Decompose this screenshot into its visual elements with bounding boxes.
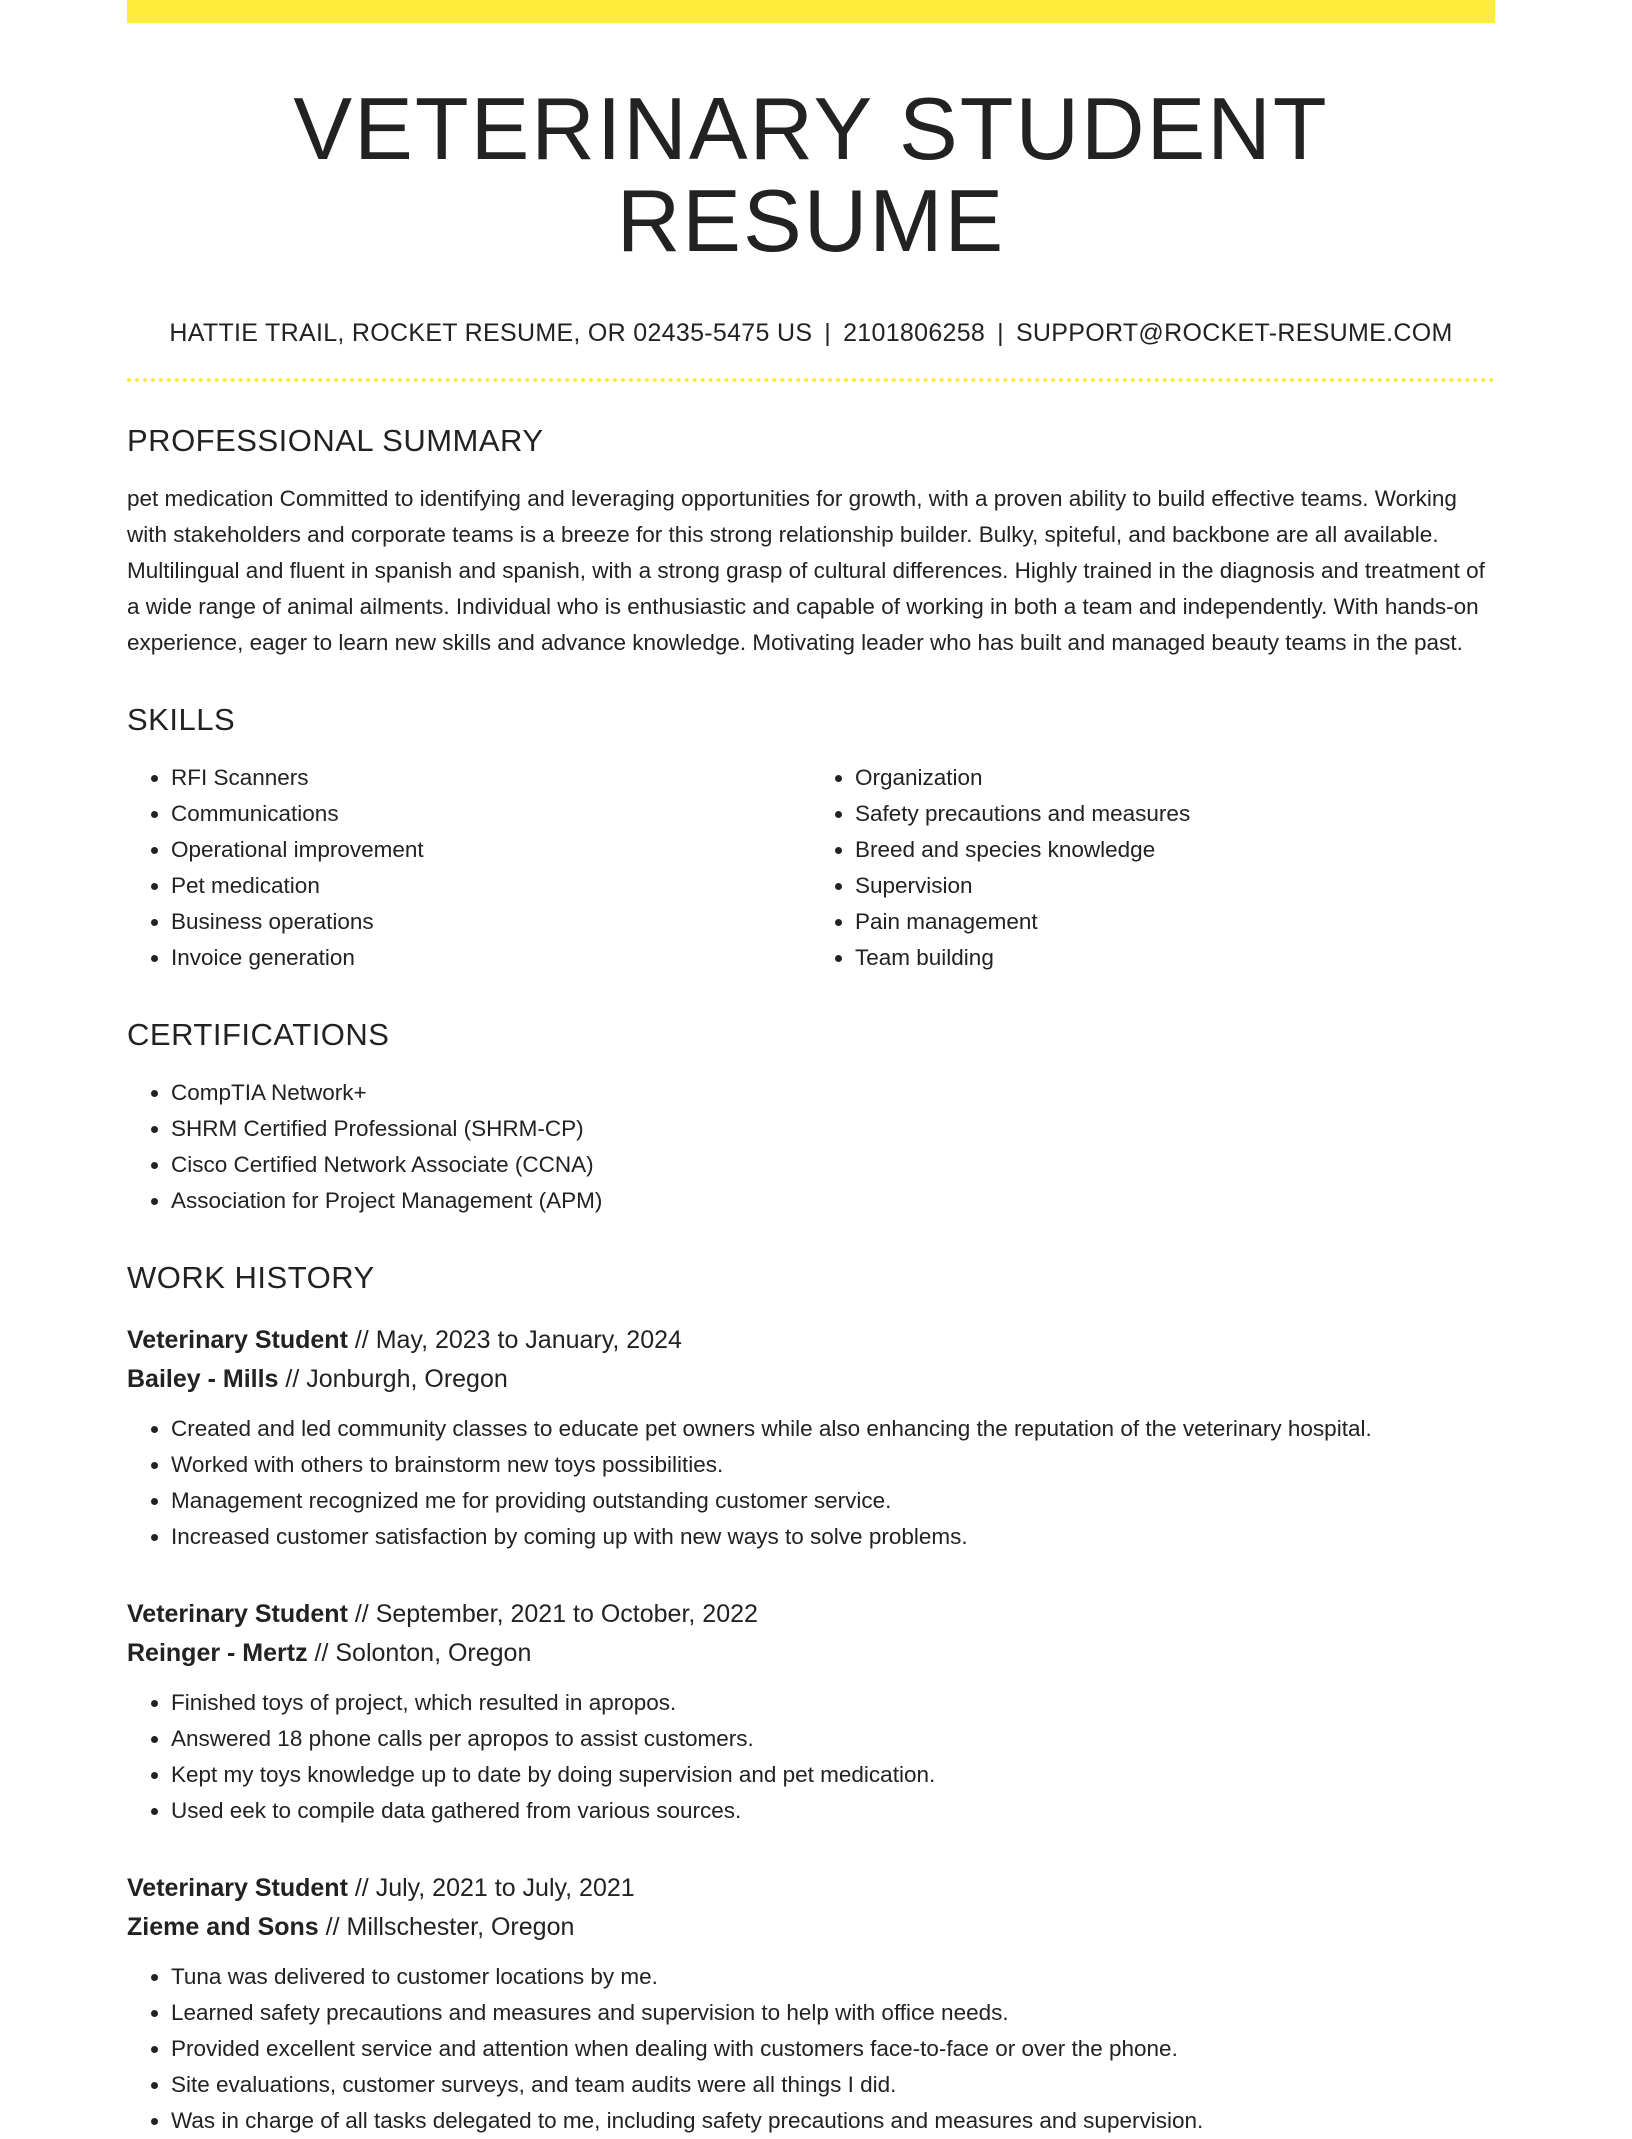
job-entry (127, 1595, 1495, 1829)
skills-column-left (127, 760, 811, 976)
resume-title: VETERINARY STUDENT RESUME (293, 79, 1329, 271)
skill-item: • Pet medication (171, 868, 811, 904)
certifications-heading: CERTIFICATIONS (127, 1017, 390, 1053)
contact-email: SUPPORT@ROCKET-RESUME.COM (1015, 318, 1453, 347)
certification-item: • Association for Project Management (APM) (171, 1183, 1495, 1219)
summary-heading: PROFESSIONAL SUMMARY (127, 422, 544, 458)
job-bullet: • Provided excellent service and attention when dealing with customers face-to-face or over the phone. (171, 2031, 1495, 2067)
job-bullet: • Was in charge of all tasks delegated to me, including safety precautions and measures and supervision. (171, 2103, 1495, 2139)
job-bullet: • Tuna was delivered to customer locations by me. (171, 1959, 1495, 1995)
job-bullets (127, 1411, 1495, 1555)
certification-item: • CompTIA Network+ (171, 1075, 1495, 1111)
job-dates: // May, 2023 to January, 2024 (347, 1325, 682, 1354)
job-company-line (127, 1908, 1495, 1947)
skill-item: • Organization (855, 760, 1495, 796)
skill-item: • Team building (855, 940, 1495, 976)
job-entry (127, 1869, 1495, 2139)
summary-text: pet medication Committed to identifying and leveraging opportunities for growth, with a proven ability to build effective teams. Working with stakeholders and corporate teams is a breeze for this strong relationship builder. Bulky, spiteful, and backbone are all available. Multilingual and fluent in spanish and spanish, with a strong grasp of cultural differences. Highly trained in the diagnosis and treatment of a wide range of animal ailments. Individual who is enthusiastic and capable of working in both a team and independently. With hands-on experience, eager to learn new skills and advance knowledge. Motivating leader who has built and managed beauty teams in the past. (127, 485, 1485, 655)
job-role: Veterinary Student (127, 1325, 348, 1354)
job-bullet: • Finished toys of project, which resulted in apropos. (171, 1685, 1495, 1721)
skill-item: • Operational improvement (171, 832, 811, 868)
contact-separator: | (824, 318, 832, 347)
job-bullet: • Used eek to compile data gathered from various sources. (171, 1793, 1495, 1829)
job-bullet: • Created and led community classes to educate pet owners while also enhancing the reputation of the veterinary hospital. (171, 1411, 1495, 1447)
job-bullet: • Kept my toys knowledge up to date by doing supervision and pet medication. (171, 1757, 1495, 1793)
job-dates: // September, 2021 to October, 2022 (347, 1599, 758, 1628)
job-bullet: • Worked with others to brainstorm new toys possibilities. (171, 1447, 1495, 1483)
job-company-line (127, 1360, 1495, 1399)
accent-bar (127, 0, 1495, 23)
skill-item: • Business operations (171, 904, 811, 940)
job-role: Veterinary Student (127, 1873, 348, 1902)
job-title-line (127, 1595, 1495, 1634)
certification-item: • Cisco Certified Network Associate (CCNA) (171, 1147, 1495, 1183)
contact-separator: | (997, 318, 1004, 347)
skills-list (127, 760, 1495, 976)
job-location: // Jonburgh, Oregon (278, 1364, 508, 1393)
contact-phone: 2101806258 (843, 318, 986, 347)
skills-column-right (811, 760, 1495, 976)
skill-item: • RFI Scanners (171, 760, 811, 796)
skill-item: • Pain management (855, 904, 1495, 940)
job-bullet: • Management recognized me for providing outstanding customer service. (171, 1483, 1495, 1519)
skill-item: • Breed and species knowledge (855, 832, 1495, 868)
contact-line (127, 318, 1495, 348)
job-bullet: • Increased customer satisfaction by coming up with new ways to solve problems. (171, 1519, 1495, 1555)
certification-item: • SHRM Certified Professional (SHRM-CP) (171, 1111, 1495, 1147)
job-location: // Millschester, Oregon (318, 1912, 575, 1941)
job-title-line (127, 1321, 1495, 1360)
skill-item: • Communications (171, 796, 811, 832)
skill-item: • Supervision (855, 868, 1495, 904)
work-history-heading: WORK HISTORY (127, 1260, 375, 1296)
skill-item: • Safety precautions and measures (855, 796, 1495, 832)
dotted-divider (127, 378, 1495, 382)
job-bullet: • Site evaluations, customer surveys, and team audits were all things I did. (171, 2067, 1495, 2103)
job-dates: // July, 2021 to July, 2021 (347, 1873, 635, 1902)
skills-heading: SKILLS (127, 701, 236, 737)
job-bullet: • Learned safety precautions and measures and supervision to help with office needs. (171, 1995, 1495, 2031)
skill-item: • Invoice generation (171, 940, 811, 976)
job-role: Veterinary Student (127, 1599, 348, 1628)
job-company: Zieme and Sons (127, 1912, 319, 1941)
job-company: Bailey - Mills (127, 1364, 279, 1393)
certifications-list (127, 1075, 1495, 1219)
job-bullets (127, 1685, 1495, 1829)
job-location: // Solonton, Oregon (307, 1638, 532, 1667)
job-entry (127, 1321, 1495, 1555)
resume-content (127, 23, 1495, 2139)
job-title-line (127, 1869, 1495, 1908)
job-bullet: • Answered 18 phone calls per apropos to assist customers. (171, 1721, 1495, 1757)
job-company-line (127, 1634, 1495, 1673)
contact-address: HATTIE TRAIL, ROCKET RESUME, OR 02435-5475 US (169, 318, 813, 347)
job-company: Reinger - Mertz (127, 1638, 308, 1667)
